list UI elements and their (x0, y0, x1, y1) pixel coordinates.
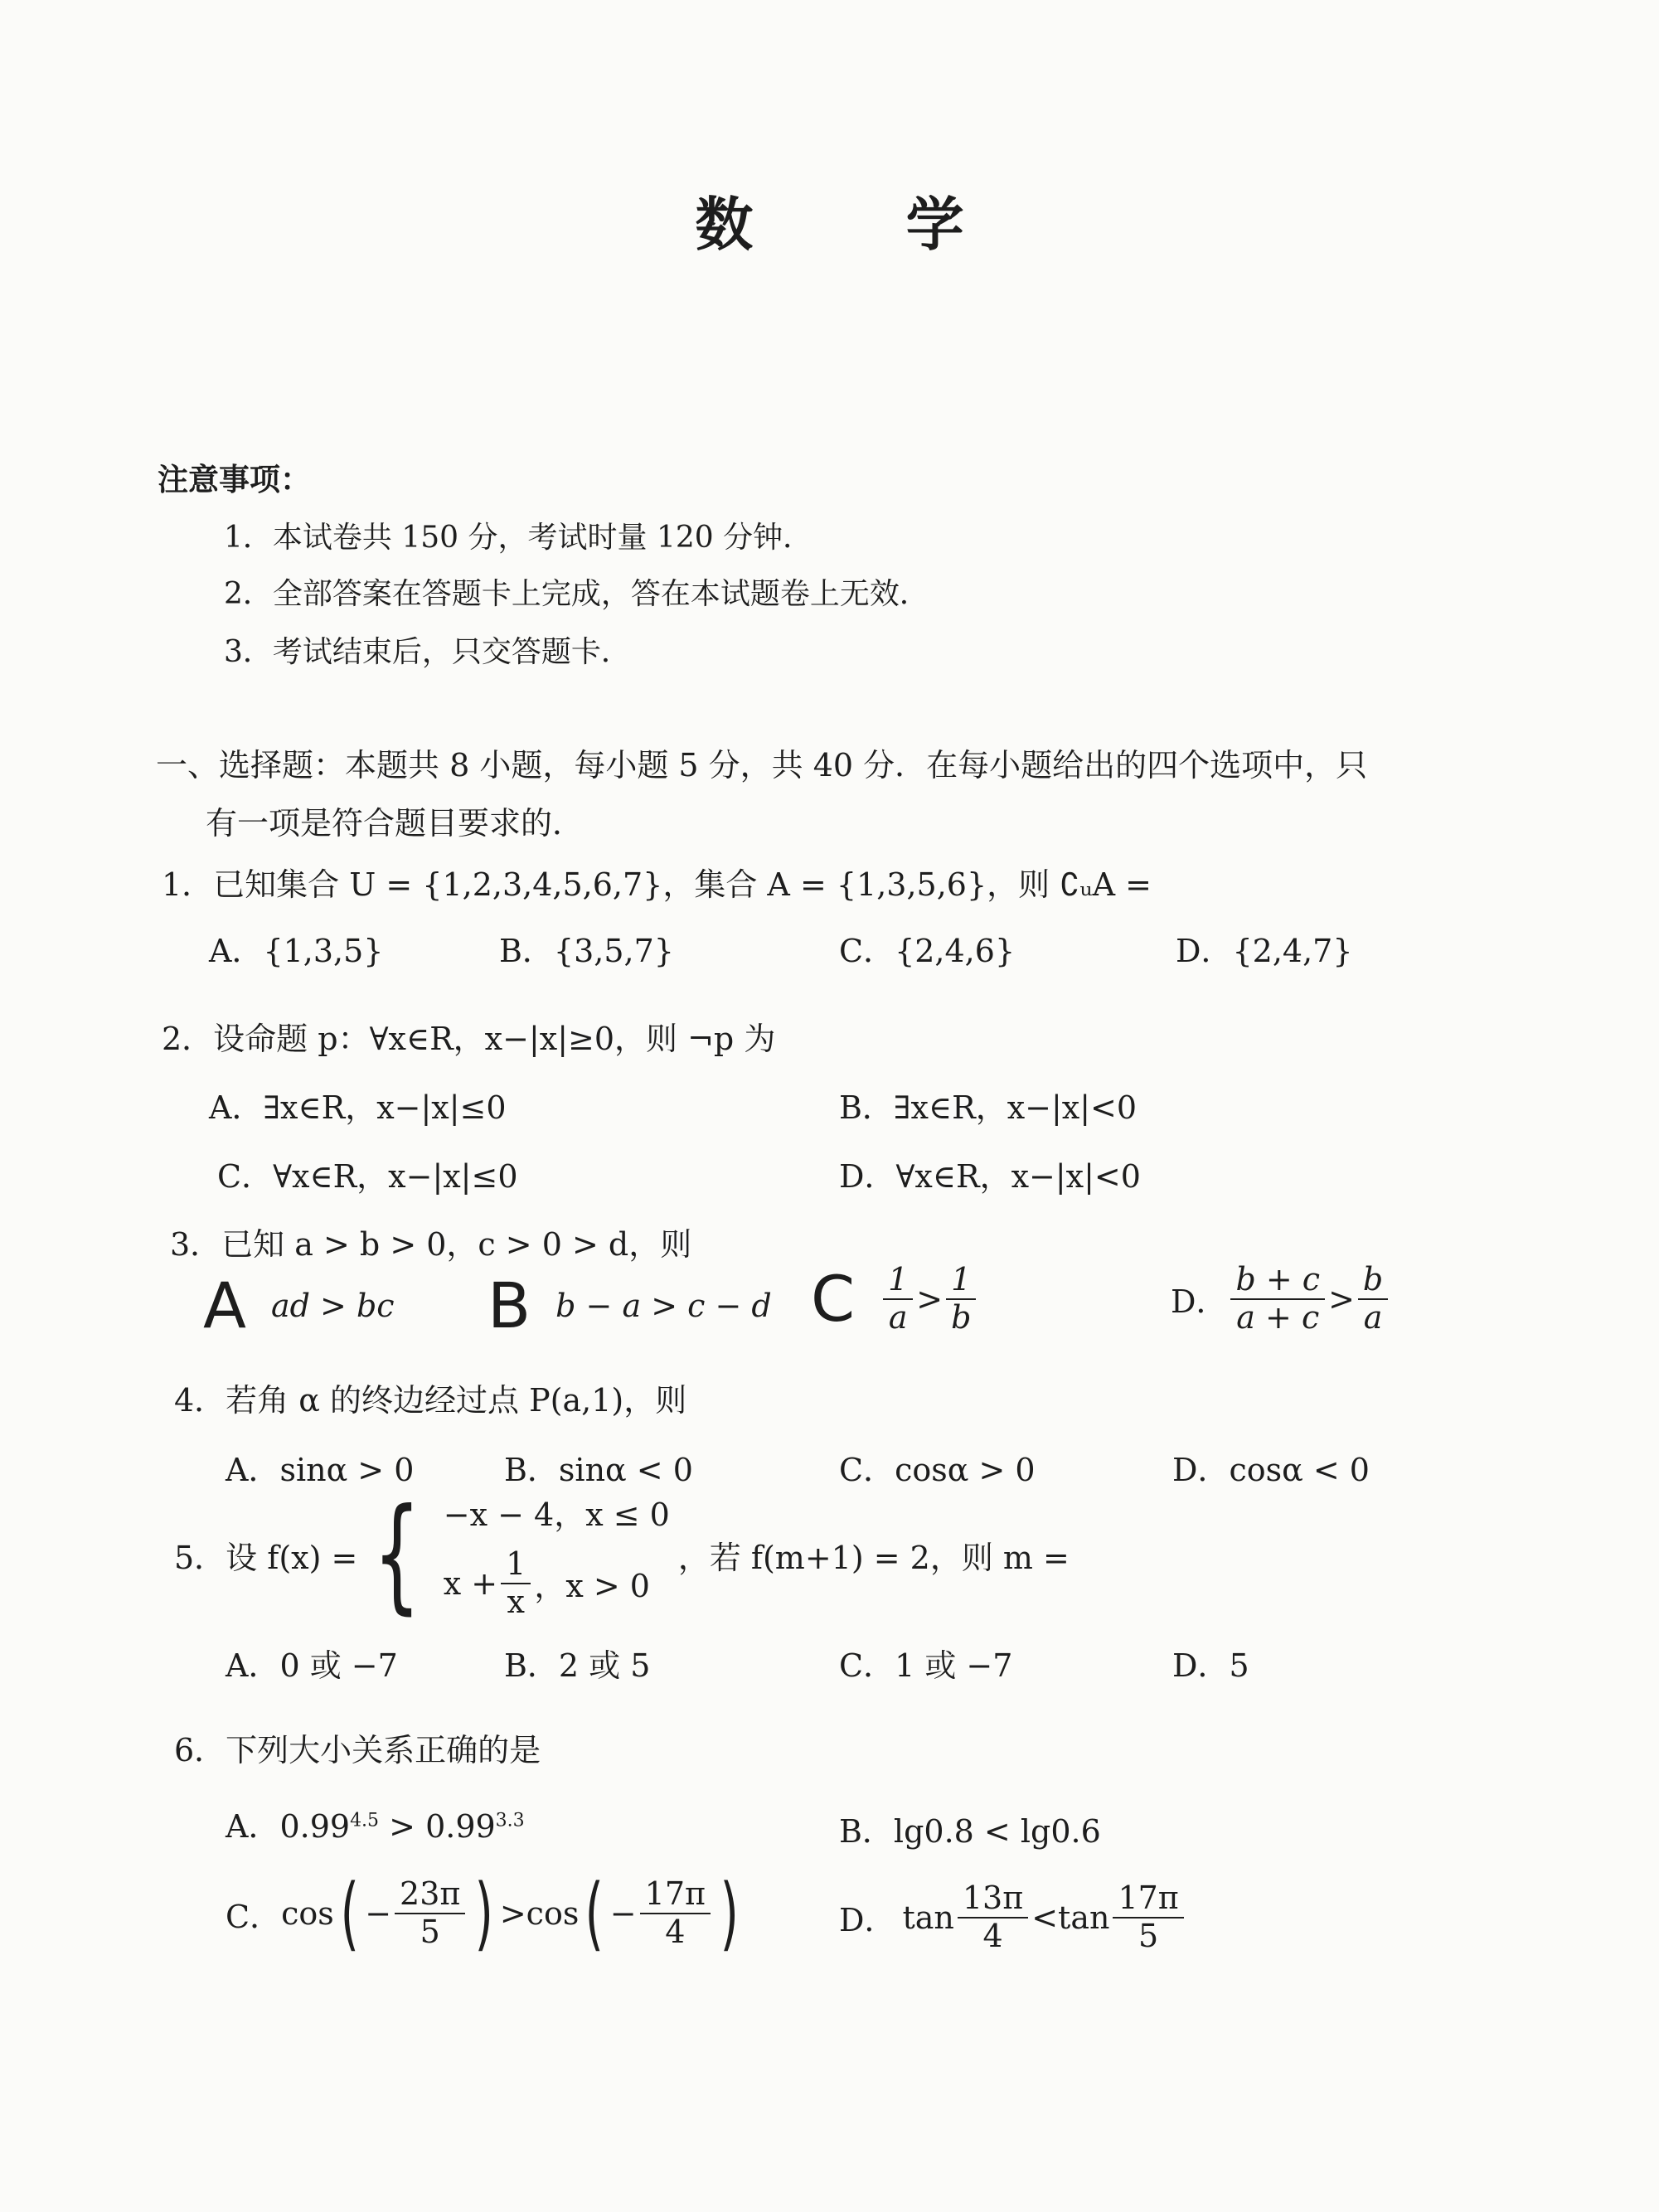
q5-prefix: 5．设 f(x) = (174, 1539, 358, 1576)
q5-option-b: B．2 或 5 (504, 1647, 651, 1684)
q6-option-a: A．$0.99^{4.5} > 0.99^{3.3}$ (226, 1808, 525, 1845)
notice-item-3: 3．考试结束后，只交答题卡． (224, 635, 631, 669)
q3-option-b-text: b − a > c − d (555, 1287, 772, 1324)
q3c-fraction-1: $\frac{1}{a}$ (883, 1262, 913, 1336)
q3-option-c: C $\frac{1}{a}$ > $\frac{1}{b}$ (811, 1262, 979, 1336)
question-5-stem (174, 1482, 1070, 1627)
q4-option-d: D．cosα < 0 (1172, 1452, 1370, 1488)
question-6-stem: 6．下列大小关系正确的是 (174, 1732, 541, 1768)
q3-option-c-letter: C (811, 1262, 856, 1336)
right-paren-icon: ) (474, 1867, 494, 1960)
q5-case-1: −x − 4，x ≤ 0 (443, 1496, 670, 1533)
q5-option-a: A．0 或 −7 (226, 1647, 398, 1684)
q3d-fraction-1: $\frac{b + c}{a + c}$ (1230, 1262, 1325, 1336)
page-title: 数 学 (695, 190, 1031, 259)
q1-option-d: D．{2,4,7} (1176, 933, 1353, 969)
section-heading-line1: 一、选择题：本题共 8 小题，每小题 5 分，共 40 分．在每小题给出的四个选项中，只 (156, 747, 1368, 783)
notice-item-2: 2．全部答案在答题卡上完成，答在本试题卷上无效． (224, 577, 929, 611)
section-heading-line2: 有一项是符合题目要求的． (206, 805, 585, 842)
q3c-fraction-2: $\frac{1}{b}$ (946, 1262, 976, 1336)
q3-option-b (488, 1269, 772, 1342)
brace-icon: { (373, 1482, 421, 1627)
q4-option-b: B．sinα < 0 (504, 1452, 693, 1488)
q2-option-b: B．∃x∈R，x−|x|<0 (839, 1089, 1138, 1126)
q2-option-c: C．∀x∈R，x−|x|≤0 (217, 1158, 518, 1195)
q3-option-a-text: ad > bc (271, 1287, 395, 1324)
question-1-stem: 1．已知集合 U = {1,2,3,4,5,6,7}，集合 A = {1,3,5,6}，则 ∁ᵤA = (162, 866, 1152, 903)
q5-piecewise (357, 1482, 670, 1627)
q5-option-c: C．1 或 −7 (839, 1647, 1013, 1684)
q3-option-b-letter: B (488, 1269, 531, 1342)
q6-option-c: C． cos ( − $\frac{23\pi}{5}$ ) > cos ( − $\frac{17\pi}{4}$ ) (226, 1867, 739, 1960)
question-2-stem: 2．设命题 p：∀x∈R，x−|x|≥0，则 ¬p 为 (162, 1021, 776, 1057)
question-3-stem: 3．已知 a > b > 0，c > 0 > d，则 (170, 1226, 692, 1263)
q4-option-c: C．cosα > 0 (839, 1452, 1036, 1488)
q4-option-a: A．sinα > 0 (226, 1452, 415, 1488)
q3-option-a (203, 1269, 395, 1342)
right-paren-icon: ) (720, 1867, 739, 1960)
q6-option-d: D． tan $\frac{13\pi}{4}$ < tan $\frac{17\pi}{5}$ (839, 1880, 1187, 1954)
q1-option-a: A．{1,3,5} (209, 933, 384, 969)
left-paren-icon: ( (585, 1867, 604, 1960)
notice-item-1: 1．本试卷共 150 分，考试时量 120 分钟． (224, 521, 813, 555)
q2-option-a: A．∃x∈R，x−|x|≤0 (209, 1089, 507, 1126)
q6-option-b: B．lg0.8 < lg0.6 (839, 1813, 1101, 1850)
question-4-stem: 4．若角 α 的终边经过点 P(a,1)，则 (174, 1382, 687, 1419)
q5-option-d: D．5 (1172, 1647, 1249, 1684)
left-paren-icon: ( (340, 1867, 359, 1960)
q5-case-2: x + $\frac{1}{x}$ ，x > 0 (443, 1545, 650, 1620)
q3-option-d: D． $\frac{b + c}{a + c}$ > $\frac{b}{a}$ (1171, 1262, 1391, 1336)
q1-option-c: C．{2,4,6} (839, 933, 1016, 969)
q3-option-a-letter: A (203, 1269, 246, 1342)
q3d-fraction-2: $\frac{b}{a}$ (1358, 1262, 1388, 1336)
notice-heading: 注意事项： (158, 461, 311, 497)
q1-option-b: B．{3,5,7} (499, 933, 674, 969)
q5-suffix: ，若 f(m+1) = 2，则 m = (677, 1539, 1070, 1576)
q2-option-d: D．∀x∈R，x−|x|<0 (839, 1158, 1141, 1195)
